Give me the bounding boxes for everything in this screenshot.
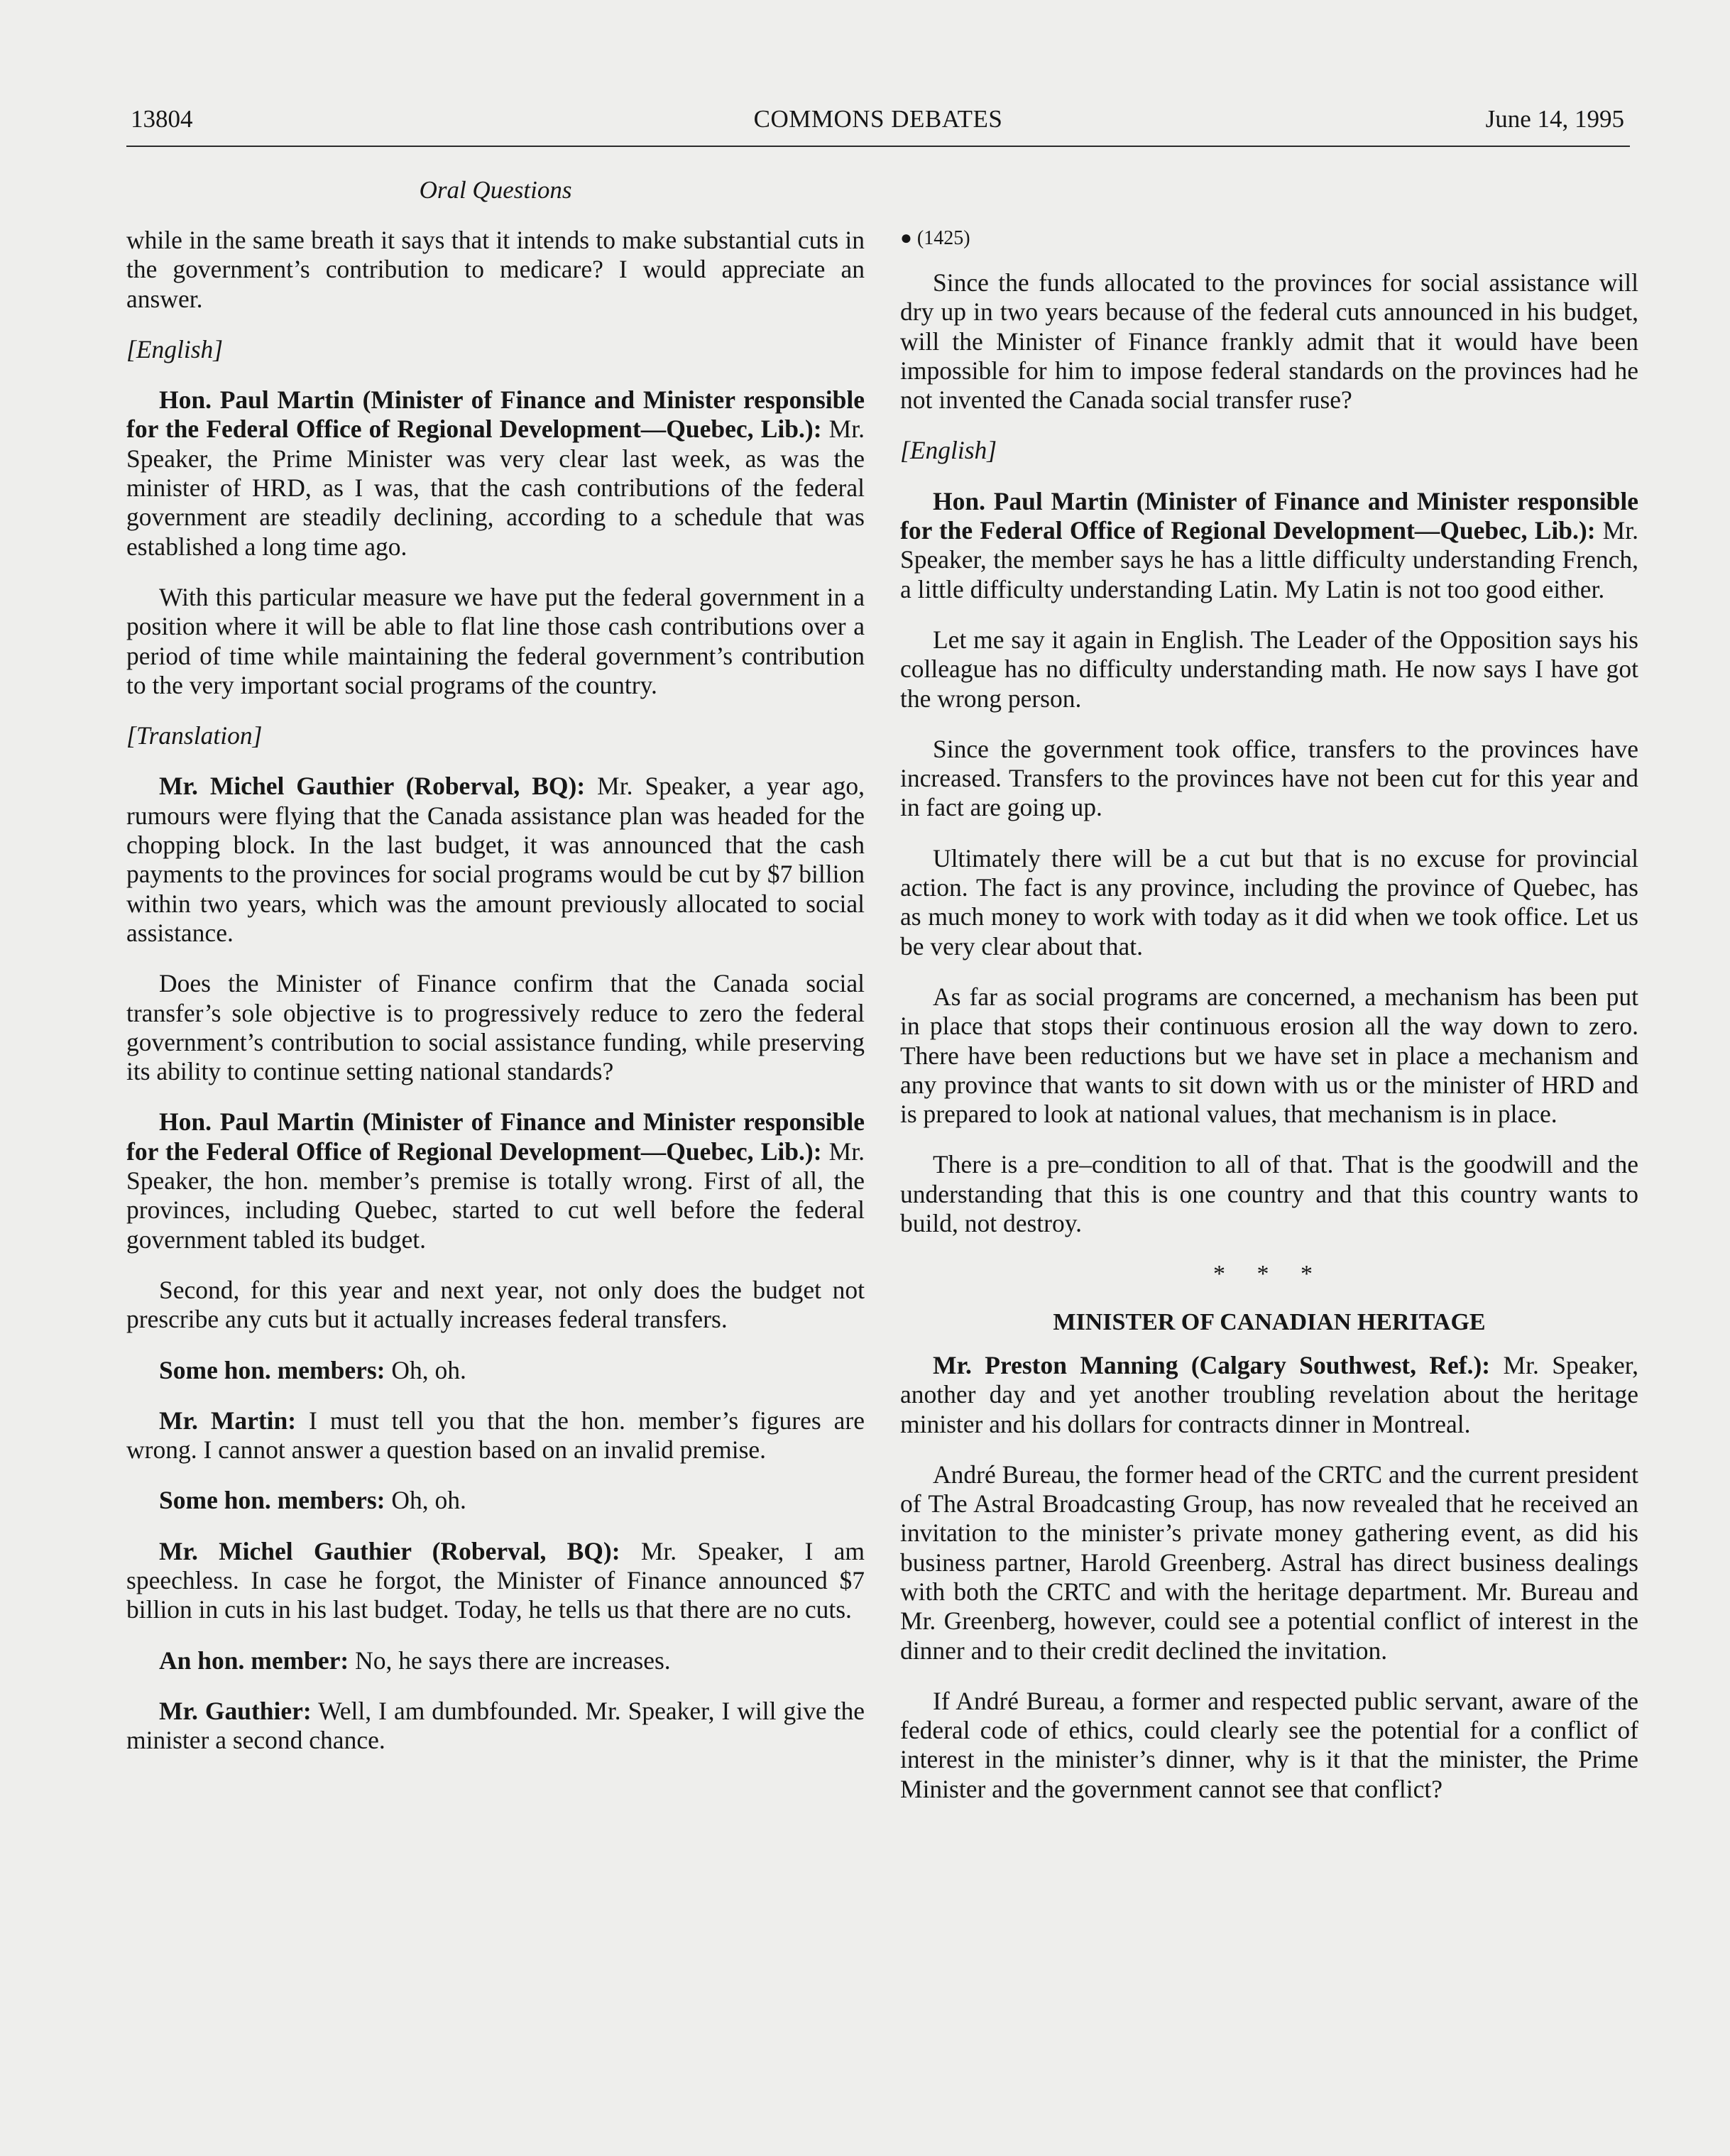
right-column [900, 226, 1638, 1825]
left-column [126, 226, 865, 1776]
body-paragraph: If André Bureau, a former and respected public servant, aware of the federal code of ethics, could clearly see the potential for a conflict of interest in the minister’s dinner, why is it that the minister, the Prime Minister and the government cannot see that conflict? [900, 1686, 1638, 1803]
speech-paragraph [126, 385, 865, 562]
speaker-name: Mr. Gauthier: [159, 1696, 312, 1725]
body-paragraph: while in the same breath it says that it intends to make substantial cuts in the government’s contribution to medicare? I would appreciate an answer. [126, 226, 865, 313]
speech-text: Mr. Speaker, the hon. member’s premise is totally wrong. First of all, the provinces, including Quebec, started to cut well before the federal government tabled its budget. [126, 1137, 865, 1254]
language-marker: [Translation] [126, 721, 263, 750]
body-paragraph: Since the government took office, transfers to the provinces have increased. Transfers to the provinces have not been cut for this year and in fact are going up. [900, 734, 1638, 822]
speech-text: No, he says there are increases. [349, 1646, 671, 1675]
speaker-name: Mr. Michel Gauthier (Roberval, BQ): [159, 1536, 620, 1565]
speaker-name: Hon. Paul Martin (Minister of Finance and Minister responsible for the Federal Office of Regional Development—Quebec, Lib.): [126, 1107, 865, 1166]
section-heading: MINISTER OF CANADIAN HERITAGE [1053, 1308, 1486, 1335]
section-separator: * * * [1213, 1261, 1325, 1288]
speech-text: Oh, oh. [385, 1486, 466, 1515]
publication-date: June 14, 1995 [1485, 105, 1624, 133]
page-number: 13804 [131, 105, 193, 133]
speaker-name: Hon. Paul Martin (Minister of Finance and Minister responsible for the Federal Office of Regional Development—Quebec, Lib.): [900, 486, 1638, 545]
speech-text: Well, I am dumbfounded. Mr. Speaker, I will give the minister a second chance. [126, 1696, 865, 1755]
body-paragraph: Does the Minister of Finance confirm that the Canada social transfer’s sole objective is to progressively reduce to zero the federal government’s contribution to social assistance funding, while preserving its ability to continue setting national standards? [126, 969, 865, 1086]
header-rule [126, 146, 1630, 147]
speaker-name: Mr. Michel Gauthier (Roberval, BQ): [159, 772, 586, 801]
speech-text: Mr. Speaker, a year ago, rumours were flying that the Canada assistance plan was headed for the chopping block. In the last budget, it was announced that the cash payments to the provinces for social programs would be cut by $7 billion within two years, which was the amount previously allocated to social assistance. [126, 772, 865, 947]
body-paragraph: There is a pre–condition to all of that. That is the goodwill and the understanding that this is one country and that this country wants to build, not destroy. [900, 1150, 1638, 1238]
speech-text: I must tell you that the hon. member’s figures are wrong. I cannot answer a question based on an invalid premise. [126, 1406, 865, 1465]
speech-paragraph [126, 1537, 865, 1625]
speech-text: Mr. Speaker, the Prime Minister was very clear last week, as was the minister of HRD, as I was, that the cash contributions of the federal government are steadily declining, according to a schedule that was established a long time ago. [126, 415, 865, 561]
speech-paragraph [126, 1406, 865, 1465]
timestamp-marker: ● (1425) [900, 227, 970, 249]
body-paragraph: André Bureau, the former head of the CRTC and the current president of The Astral Broadcasting Group, has now revealed that he received an invitation to the minister’s private money gathering event, as did his business partner, Harold Greenberg. Astral has direct business dealings with both the CRTC and with the heritage department. Mr. Bureau and Mr. Greenberg, however, could see a potential conflict of interest in the dinner and to their credit declined the invitation. [900, 1460, 1638, 1665]
body-paragraph: Ultimately there will be a cut but that is no excuse for provincial action. The fact is any province, including the province of Quebec, has as much money to work with today as it did when we took office. Let us be very clear about that. [900, 843, 1638, 961]
section-label: Oral Questions [419, 176, 572, 204]
speaker-name: Some hon. members: [159, 1486, 385, 1515]
publication-title: COMMONS DEBATES [753, 105, 1003, 133]
speech-paragraph [126, 1697, 865, 1756]
body-paragraph: With this particular measure we have put the federal government in a position where it will be able to flat line those cash contributions over a period of time while maintaining the federal government’s contribution to the very important social programs of the country. [126, 582, 865, 699]
body-paragraph: Let me say it again in English. The Leader of the Opposition says his colleague has no difficulty understanding math. He now says I have got the wrong person. [900, 625, 1638, 713]
speech-paragraph [126, 1356, 865, 1385]
speech-paragraph [126, 1107, 865, 1254]
speech-text: Mr. Speaker, the member says he has a little difficulty understanding French, a little difficulty understanding Latin. My Latin is not too good either. [900, 516, 1638, 603]
speaker-name: An hon. member: [159, 1646, 349, 1675]
speech-paragraph [126, 1486, 865, 1515]
speech-paragraph [900, 1351, 1638, 1439]
body-paragraph: Second, for this year and next year, not only does the budget not prescribe any cuts but it actually increases federal transfers. [126, 1275, 865, 1334]
speech-text: Oh, oh. [385, 1355, 466, 1384]
speech-text: Mr. Speaker, another day and yet another troubling revelation about the heritage minister and his dollars for contracts dinner in Montreal. [900, 1350, 1639, 1438]
speaker-name: Hon. Paul Martin (Minister of Finance and Minister responsible for the Federal Office of Regional Development—Quebec, Lib.): [126, 385, 865, 444]
speech-paragraph [900, 487, 1638, 604]
body-paragraph: As far as social programs are concerned, a mechanism has been put in place that stops their continuous erosion all the way down to zero. There have been reductions but we have set in place a mechanism and any province that wants to sit down with us or the minister of HRD and is prepared to look at national values, that mechanism is in place. [900, 982, 1638, 1129]
speech-paragraph [126, 1646, 865, 1675]
body-paragraph: Since the funds allocated to the provinces for social assistance will dry up in two years because of the federal cuts announced in his budget, will the Minister of Finance frankly admit that it would have been impossible for him to impose federal standards on the provinces had he not invented the Canada social transfer ruse? [900, 268, 1638, 415]
speech-text: Mr. Speaker, I am speechless. In case he forgot, the Minister of Finance announced $7 billion in cuts in his last budget. Today, he tells us that there are no cuts. [126, 1536, 865, 1624]
language-marker: [English] [126, 334, 224, 363]
speaker-name: Some hon. members: [159, 1355, 385, 1384]
page-header [126, 105, 1630, 145]
speaker-name: Mr. Martin: [159, 1406, 297, 1435]
speech-paragraph [126, 772, 865, 948]
speaker-name: Mr. Preston Manning (Calgary Southwest, Ref.): [933, 1350, 1491, 1379]
language-marker: [English] [900, 436, 997, 465]
